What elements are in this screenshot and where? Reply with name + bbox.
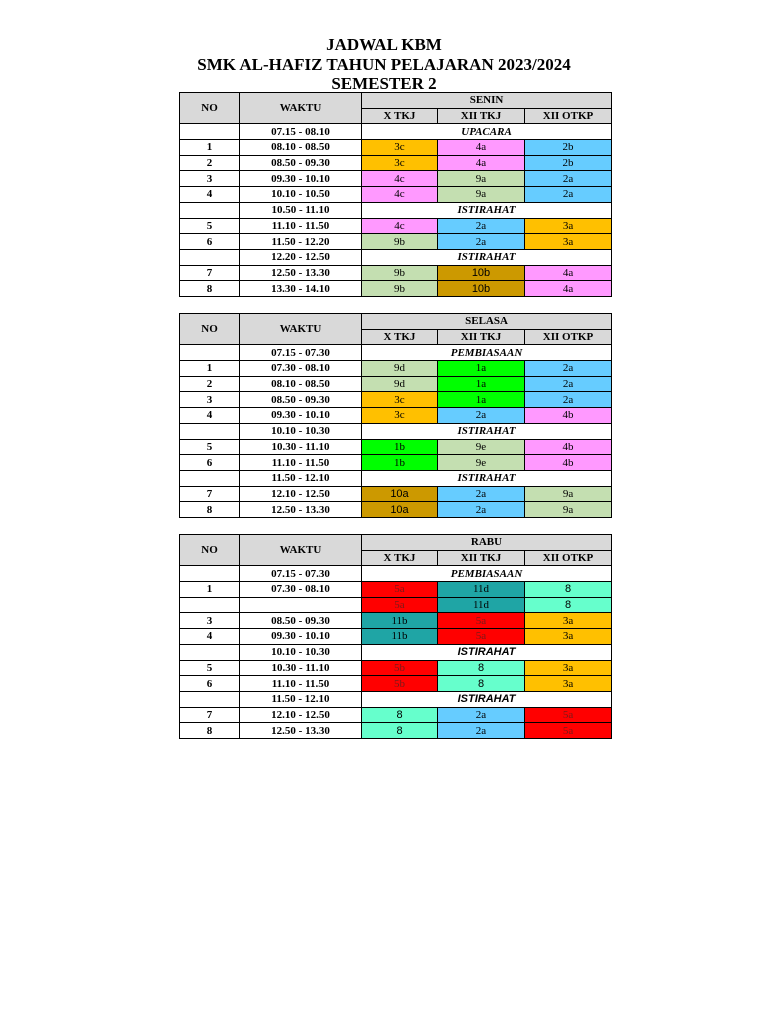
- table-row: [180, 345, 612, 361]
- class-cell: 5b: [362, 676, 438, 692]
- event-cell: ISTIRAHAT: [362, 202, 612, 218]
- row-no: 5: [180, 439, 240, 455]
- class-cell: 3a: [525, 629, 612, 645]
- class-cell: 4a: [438, 155, 525, 171]
- row-no: 2: [180, 376, 240, 392]
- class-cell: 10b: [438, 281, 525, 297]
- class-cell: 9d: [362, 361, 438, 377]
- event-cell: ISTIRAHAT: [362, 470, 612, 486]
- table-row: [180, 486, 612, 502]
- row-no: 1: [180, 140, 240, 156]
- row-no: 8: [180, 723, 240, 739]
- table-row: [180, 423, 612, 439]
- class-cell: 9d: [362, 376, 438, 392]
- row-time: 12.50 - 13.30: [240, 723, 362, 739]
- schedule-table-rabu: [179, 534, 612, 739]
- class-cell: 9e: [438, 455, 525, 471]
- row-no: 3: [180, 171, 240, 187]
- row-time: 11.10 - 11.50: [240, 676, 362, 692]
- class-cell: 3a: [525, 660, 612, 676]
- class-cell: 9e: [438, 439, 525, 455]
- class-cell: 2a: [438, 234, 525, 250]
- class-cell: 3a: [525, 234, 612, 250]
- row-time: 12.50 - 13.30: [240, 265, 362, 281]
- table-row: [180, 723, 612, 739]
- row-no: 5: [180, 218, 240, 234]
- header-class: XII OTKP: [525, 329, 612, 345]
- row-no: [180, 345, 240, 361]
- class-cell: 5a: [362, 582, 438, 598]
- row-no: [180, 423, 240, 439]
- class-cell: 2a: [438, 502, 525, 518]
- row-no: [180, 124, 240, 140]
- class-cell: 8: [362, 723, 438, 739]
- table-row: [180, 124, 612, 140]
- table-row: [180, 613, 612, 629]
- class-cell: 4c: [362, 187, 438, 203]
- header-waktu: WAKTU: [240, 314, 362, 345]
- class-cell: 10a: [362, 502, 438, 518]
- class-cell: 2a: [525, 392, 612, 408]
- class-cell: 1a: [438, 392, 525, 408]
- row-no: 4: [180, 187, 240, 203]
- class-cell: 4a: [525, 265, 612, 281]
- row-no: 8: [180, 502, 240, 518]
- table-row: [180, 171, 612, 187]
- class-cell: 4c: [362, 171, 438, 187]
- school-year-title: SMK AL-HAFIZ TAHUN PELAJARAN 2023/2024: [197, 55, 571, 74]
- row-no: 6: [180, 234, 240, 250]
- table-row: [180, 691, 612, 707]
- schedule-table-senin: [179, 92, 612, 297]
- row-time: 10.10 - 10.50: [240, 187, 362, 203]
- table-row: [180, 582, 612, 598]
- row-time: 12.50 - 13.30: [240, 502, 362, 518]
- class-cell: 5a: [362, 597, 438, 613]
- class-cell: 3c: [362, 392, 438, 408]
- row-time: 11.50 - 12.10: [240, 691, 362, 707]
- class-cell: 4b: [525, 408, 612, 424]
- class-cell: 4c: [362, 218, 438, 234]
- row-no: 6: [180, 676, 240, 692]
- class-cell: 10a: [362, 486, 438, 502]
- row-time: [240, 597, 362, 613]
- row-time: 08.10 - 08.50: [240, 140, 362, 156]
- row-time: 10.30 - 11.10: [240, 660, 362, 676]
- row-no: 7: [180, 707, 240, 723]
- row-no: [180, 470, 240, 486]
- class-cell: 1a: [438, 361, 525, 377]
- table-row: [180, 265, 612, 281]
- row-time: 12.10 - 12.50: [240, 707, 362, 723]
- class-cell: 8: [438, 660, 525, 676]
- event-cell: UPACARA: [362, 124, 612, 140]
- class-cell: 4b: [525, 455, 612, 471]
- class-cell: 8: [362, 707, 438, 723]
- table-row: [180, 281, 612, 297]
- table-row: [180, 187, 612, 203]
- row-time: 10.30 - 11.10: [240, 439, 362, 455]
- table-row: [180, 566, 612, 582]
- class-cell: 5a: [438, 629, 525, 645]
- header-class: X TKJ: [362, 550, 438, 566]
- day-name: SENIN: [362, 93, 612, 109]
- header-class: X TKJ: [362, 329, 438, 345]
- row-time: 08.50 - 09.30: [240, 613, 362, 629]
- class-cell: 11b: [362, 613, 438, 629]
- class-cell: 2b: [525, 155, 612, 171]
- row-no: [180, 249, 240, 265]
- table-row: [180, 676, 612, 692]
- row-time: 09.30 - 10.10: [240, 171, 362, 187]
- header-class: XII TKJ: [438, 108, 525, 124]
- class-cell: 11d: [438, 597, 525, 613]
- row-time: 09.30 - 10.10: [240, 629, 362, 645]
- class-cell: 9a: [438, 171, 525, 187]
- row-time: 11.50 - 12.20: [240, 234, 362, 250]
- table-row: [180, 502, 612, 518]
- class-cell: 8: [438, 676, 525, 692]
- class-cell: 4a: [525, 281, 612, 297]
- header-no: NO: [180, 314, 240, 345]
- class-cell: 9a: [525, 486, 612, 502]
- table-row: [180, 376, 612, 392]
- row-time: 11.50 - 12.10: [240, 470, 362, 486]
- event-cell: ISTIRAHAT: [362, 423, 612, 439]
- table-row: [180, 361, 612, 377]
- row-no: [180, 566, 240, 582]
- table-row: [180, 439, 612, 455]
- row-no: 1: [180, 582, 240, 598]
- row-no: 8: [180, 281, 240, 297]
- row-no: 2: [180, 155, 240, 171]
- class-cell: 2a: [525, 171, 612, 187]
- row-time: 10.50 - 11.10: [240, 202, 362, 218]
- class-cell: 2b: [525, 140, 612, 156]
- header-waktu: WAKTU: [240, 93, 362, 124]
- row-time: 10.10 - 10.30: [240, 423, 362, 439]
- row-no: 7: [180, 486, 240, 502]
- table-row: [180, 455, 612, 471]
- table-row: [180, 234, 612, 250]
- class-cell: 2a: [438, 707, 525, 723]
- row-no: 3: [180, 392, 240, 408]
- table-row: [180, 470, 612, 486]
- row-no: 4: [180, 629, 240, 645]
- document-title: JADWAL KBM: [326, 35, 442, 54]
- semester-title: SEMESTER 2: [331, 74, 437, 93]
- header-class: XII OTKP: [525, 550, 612, 566]
- row-no: 6: [180, 455, 240, 471]
- table-row: [180, 660, 612, 676]
- table-row: [180, 707, 612, 723]
- class-cell: 9b: [362, 234, 438, 250]
- class-cell: 5a: [438, 613, 525, 629]
- row-no: 7: [180, 265, 240, 281]
- event-cell: ISTIRAHAT: [362, 249, 612, 265]
- table-row: [180, 218, 612, 234]
- row-no: [180, 691, 240, 707]
- row-time: 12.20 - 12.50: [240, 249, 362, 265]
- row-time: 07.30 - 08.10: [240, 582, 362, 598]
- class-cell: 9a: [438, 187, 525, 203]
- header-class: X TKJ: [362, 108, 438, 124]
- row-time: 07.15 - 07.30: [240, 345, 362, 361]
- table-row: [180, 408, 612, 424]
- row-no: 5: [180, 660, 240, 676]
- class-cell: 2a: [438, 408, 525, 424]
- table-row: [180, 629, 612, 645]
- class-cell: 11d: [438, 582, 525, 598]
- class-cell: 5b: [362, 660, 438, 676]
- row-no: [180, 597, 240, 613]
- class-cell: 9b: [362, 265, 438, 281]
- table-row: [180, 202, 612, 218]
- event-cell: PEMBIASAAN: [362, 345, 612, 361]
- class-cell: 2a: [438, 486, 525, 502]
- class-cell: 2a: [438, 723, 525, 739]
- event-cell: ISTIRAHAT: [362, 644, 612, 660]
- row-no: [180, 202, 240, 218]
- day-name: SELASA: [362, 314, 612, 330]
- class-cell: 2a: [525, 187, 612, 203]
- class-cell: 1b: [362, 439, 438, 455]
- class-cell: 9a: [525, 502, 612, 518]
- class-cell: 3a: [525, 218, 612, 234]
- row-time: 08.50 - 09.30: [240, 392, 362, 408]
- table-row: [180, 249, 612, 265]
- class-cell: 2a: [438, 218, 525, 234]
- row-no: [180, 644, 240, 660]
- row-no: 1: [180, 361, 240, 377]
- table-row: [180, 392, 612, 408]
- row-time: 07.15 - 08.10: [240, 124, 362, 140]
- row-time: 09.30 - 10.10: [240, 408, 362, 424]
- header-class: XII TKJ: [438, 329, 525, 345]
- row-time: 07.30 - 08.10: [240, 361, 362, 377]
- class-cell: 5a: [525, 723, 612, 739]
- row-time: 12.10 - 12.50: [240, 486, 362, 502]
- row-time: 10.10 - 10.30: [240, 644, 362, 660]
- event-cell: PEMBIASAAN: [362, 566, 612, 582]
- class-cell: 3a: [525, 613, 612, 629]
- row-no: 3: [180, 613, 240, 629]
- class-cell: 3a: [525, 676, 612, 692]
- class-cell: 5a: [525, 707, 612, 723]
- class-cell: 3c: [362, 140, 438, 156]
- row-time: 08.10 - 08.50: [240, 376, 362, 392]
- row-time: 13.30 - 14.10: [240, 281, 362, 297]
- class-cell: 8: [525, 582, 612, 598]
- class-cell: 9b: [362, 281, 438, 297]
- class-cell: 11b: [362, 629, 438, 645]
- class-cell: 1a: [438, 376, 525, 392]
- event-cell: ISTIRAHAT: [362, 691, 612, 707]
- row-no: 4: [180, 408, 240, 424]
- class-cell: 2a: [525, 376, 612, 392]
- class-cell: 3c: [362, 408, 438, 424]
- header-class: XII OTKP: [525, 108, 612, 124]
- class-cell: 4a: [438, 140, 525, 156]
- header-class: XII TKJ: [438, 550, 525, 566]
- class-cell: 4b: [525, 439, 612, 455]
- header-no: NO: [180, 535, 240, 566]
- class-cell: 1b: [362, 455, 438, 471]
- header-no: NO: [180, 93, 240, 124]
- table-row: [180, 597, 612, 613]
- row-time: 07.15 - 07.30: [240, 566, 362, 582]
- row-time: 08.50 - 09.30: [240, 155, 362, 171]
- class-cell: 3c: [362, 155, 438, 171]
- table-row: [180, 644, 612, 660]
- table-row: [180, 140, 612, 156]
- header-waktu: WAKTU: [240, 535, 362, 566]
- row-time: 11.10 - 11.50: [240, 455, 362, 471]
- class-cell: 10b: [438, 265, 525, 281]
- class-cell: 2a: [525, 361, 612, 377]
- class-cell: 8: [525, 597, 612, 613]
- row-time: 11.10 - 11.50: [240, 218, 362, 234]
- table-row: [180, 155, 612, 171]
- day-name: RABU: [362, 535, 612, 551]
- schedule-table-selasa: [179, 313, 612, 518]
